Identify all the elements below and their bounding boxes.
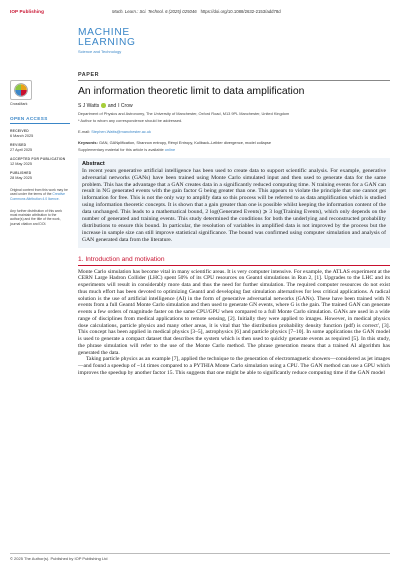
page-footer xyxy=(10,553,390,561)
orcid-icon[interactable] xyxy=(101,103,106,108)
date-label: RECEIVED xyxy=(10,129,29,133)
corresponding-note: * Author to whom any correspondence should be addressed. xyxy=(78,117,183,123)
keywords-line xyxy=(78,140,390,145)
divider xyxy=(78,80,390,81)
attribution-note: Any further distribution of this work must maintain attribution to the author(s) and the title of the work, journal citation and DOI. xyxy=(10,208,63,226)
date-value: 12 May 2025 xyxy=(10,162,32,166)
brand-subtitle: Science and Technology xyxy=(78,49,122,55)
supplementary-text: Supplementary material for this article is available xyxy=(78,146,165,152)
journal-citation: Mach. Learn.: Sci. Technol. 6 (2025) 025046 xyxy=(112,8,197,14)
date-value: 6 March 2025 xyxy=(10,134,34,138)
crossmark-icon xyxy=(14,83,28,97)
section-heading: 1. Introduction and motivation xyxy=(78,256,165,264)
doi-link[interactable]: https://doi.org/10.1088/2632-2153/add78d xyxy=(200,8,281,14)
intro-paragraph-2: Taking particle physics as an example [7], applied the technique to the generation of electromagnetic showers—considered as jet images—and found a speedup of ~14 times compared to a PYTHIA Monte Carlo simulation using a CPU. The GAN method can use a GPU which improves the speedup by another factor 15. This suggests that one might be able to significantly reduce computing time if the GAN model xyxy=(78,356,390,376)
brand-line-1: MACHINE xyxy=(78,27,130,38)
intro-paragraph-1: Monte Carlo simulation has become vital in many scientific areas. It is very computer intensive. For example, the ATLAS experiment at the CERN Large Hadron Collider (LHC) spent 50% of its CPU resources on Geant4 simulations in Run 2, [1]. Upgrades to the LHC and its experiments will result in considerably more data and thus the need for further simulation. The required computer resources do not exist thus much effort has been devoted to optimizing Geant4 and developing fast simulation alternatives for less critical applications. A radical solution is the use of artificial intelligence (AI) in the form of generative adversarial networks (GANs). These have been trained with N events from a full Geant4 Monte Carlo simulation and then used to generate GN events, where G is the gain. The trained GAN can generate events a few orders of magnitude faster on the same CPU/GPU when compared to a full Monte Carlo simulation. GANs are used in a wide range of disciplines from medical applications to remote sensing, [2]. Initially they were applied to images. However, in medical physics dose calculations, particle physics and many other areas, it is vital that 'the distribution probability density function (pdf) is correct', [3]. This concept has been applied in medical physics [3–5], astrophysics [6] and particle physics [7–10]. In some applications the GAN model is used to generate a compact dataset that describes the system which is then used to quickly generate events as required [5]. In this study, the phrase simulation will refer to the use of the Monte Carlo method. The phrase generation means that a trained AI algorithm has generated the data. xyxy=(78,268,390,356)
license-note xyxy=(10,188,70,201)
date-accepted xyxy=(10,157,70,166)
author-list xyxy=(78,103,390,109)
email-link[interactable]: Stephen.Watts@manchester.ac.uk xyxy=(91,128,152,134)
keywords-label: Keywords: xyxy=(78,139,99,145)
date-label: ACCEPTED FOR PUBLICATION xyxy=(10,157,66,161)
crossmark-label: CrossMark xyxy=(10,102,28,106)
license-link[interactable]: Creative Commons Attribution 4.0 licence. xyxy=(10,192,66,201)
keywords-text: GAN, GANplification, Shannon entropy, Rényi Entropy, Kullback–Leibler divergence, model collapse xyxy=(98,139,271,145)
article-type: PAPER xyxy=(78,72,100,78)
date-label: REVISED xyxy=(10,143,27,147)
author-separator: and xyxy=(107,102,117,109)
supplementary-link[interactable]: online xyxy=(164,146,176,152)
date-revised xyxy=(10,143,70,152)
date-value: 27 April 2025 xyxy=(10,148,33,152)
paper-title: An information theoretic limit to data amplification xyxy=(78,85,305,97)
supplementary-line xyxy=(78,147,390,152)
main-column xyxy=(78,72,390,377)
abstract-text: In recent years generative artificial intelligence has been used to create data to support scientific analysis. For example, generative adversarial networks (GANs) have been trained using Monte Carlo simulated input and then used to generate data for the same problem. This has the advantage that a GAN creates data in a significantly reduced computing time. N training events for a GAN can result in NG generated events with the gain factor G being greater than one. This appears to violate the principle that one cannot get information for free. This is not the only way to amplify data so this process will be referred to as data amplification which is studied using information theoretic concepts. It is shown that a gain greater than one is possible whilst keeping the information content of the data unchanged. This leads to a mathematical bound, 2 log(Generated Events) ⩾ 3 log(Training Events), which only depends on the number of generated and training events. This study determined the conditions for both the underlying and reconstructed probability distributions to ensure this bound. In particular, the resolution of variables in amplified data is not improved by the process but the increase in sample size can still improve statistical significance. The bound was confirmed using computer simulation and analysis of GAN generated data from the literature. xyxy=(82,167,386,244)
copyright-notice: © 2025 The Author(s). Published by IOP Publishing Ltd xyxy=(10,556,108,561)
publisher-logo: IOP Publishing xyxy=(10,8,44,14)
author-1[interactable]: S J Watts xyxy=(78,102,100,109)
sidebar xyxy=(10,80,70,226)
email-line xyxy=(78,129,390,134)
date-received xyxy=(10,129,70,138)
crossmark-badge[interactable] xyxy=(10,80,32,100)
affiliation: Department of Physics and Astronomy, The University of Manchester, Oxford Road, M13 9PL Manchester, United Kingdom xyxy=(78,110,290,116)
author-2[interactable]: I Crow xyxy=(118,102,133,109)
page-header xyxy=(10,6,390,16)
date-label: PUBLISHED xyxy=(10,171,32,175)
date-value: 28 May 2025 xyxy=(10,176,32,180)
email-label: E-mail: xyxy=(78,128,92,134)
date-published xyxy=(10,171,70,180)
brand-line-2: LEARNING xyxy=(78,36,136,48)
section-divider xyxy=(78,265,390,266)
open-access-heading: OPEN ACCESS xyxy=(10,116,70,124)
abstract-box xyxy=(78,158,390,248)
license-note-text: Original content from this work may be used under the terms of the xyxy=(10,188,68,197)
journal-brand xyxy=(78,28,158,54)
abstract-heading: Abstract xyxy=(82,160,105,167)
